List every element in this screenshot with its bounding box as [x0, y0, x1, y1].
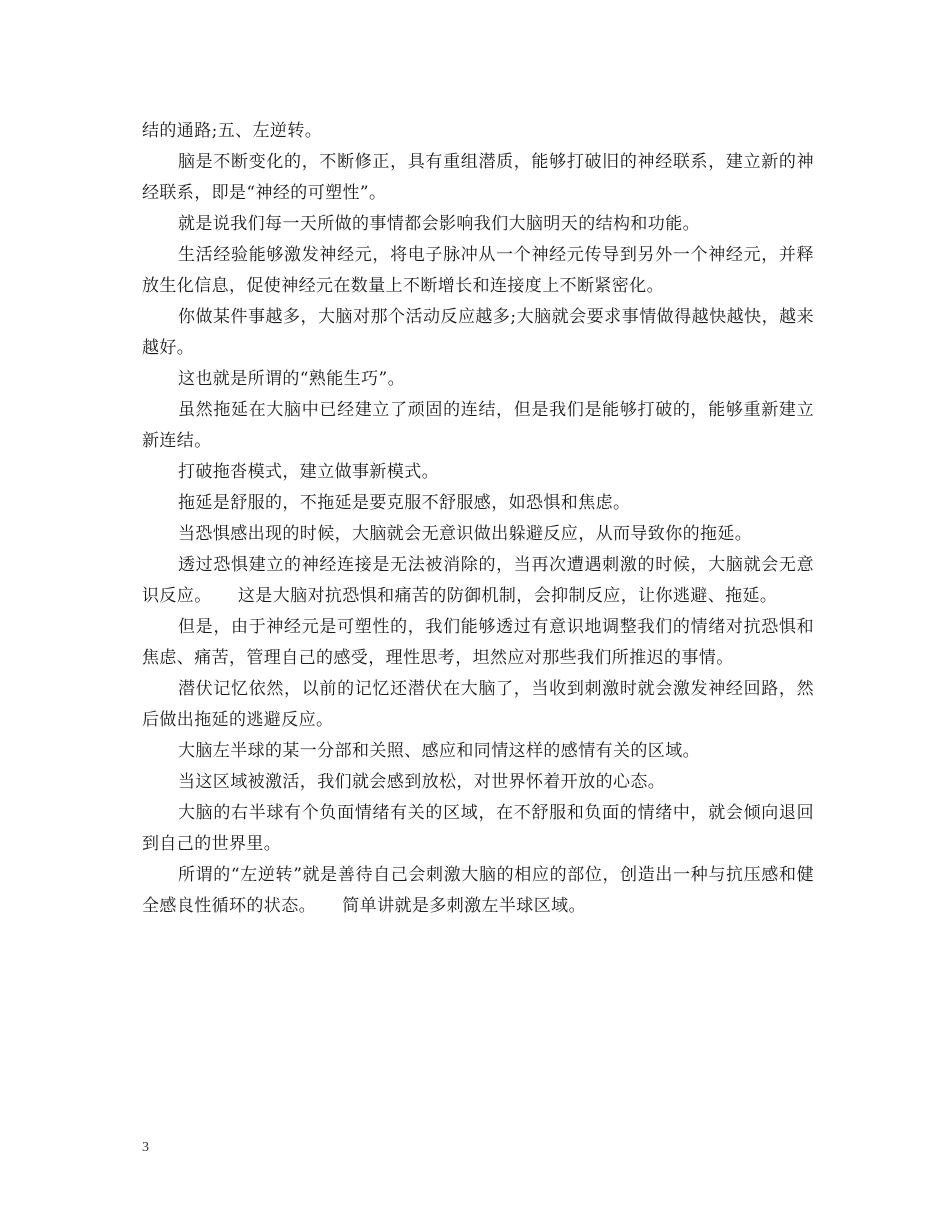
paragraph-3: 生活经验能够激发神经元，将电子脉冲从一个神经元传导到另外一个神经元，并释放生化信息，促使神经元在数量上不断增长和连接度上不断紧密化。 — [142, 245, 814, 296]
page-number: 3 — [142, 1140, 149, 1155]
paragraph-11: 但是，由于神经元是可塑性的，我们能够透过有意识地调整我们的情绪对抗恐惧和焦虑、痛苦，管理自己的感受，理性思考，坦然应对那些我们所推迟的事情。 — [142, 617, 814, 668]
paragraph-16: 所谓的“左逆转”就是善待自己会刺激大脑的相应的部位，创造出一种与抗压感和健全感良性循环的状态。 简单讲就是多刺激左半球区域。 — [142, 865, 814, 916]
paragraph-8: 拖延是舒服的，不拖延是要克服不舒服感，如恐惧和焦虑。 — [178, 493, 631, 513]
paragraph-14: 当这区域被激活，我们就会感到放松，对世界怀着开放的心态。 — [178, 772, 666, 792]
paragraph-9: 当恐惧感出现的时候，大脑就会无意识做出躲避反应，从而导致你的拖延。 — [178, 524, 753, 544]
paragraph-4: 你做某件事越多，大脑对那个活动反应越多;大脑就会要求事情做得越快越快，越来越好。 — [142, 307, 814, 358]
paragraph-15: 大脑的右半球有个负面情绪有关的区域，在不舒服和负面的情绪中，就会倾向退回到自己的世界里。 — [142, 803, 814, 854]
paragraph-13: 大脑左半球的某一分部和关照、感应和同情这样的感情有关的区域。 — [178, 741, 700, 761]
paragraph-0: 结的通路;五、左逆转。 — [142, 121, 323, 141]
paragraph-6: 虽然拖延在大脑中已经建立了顽固的连结，但是我们是能够打破的，能够重新建立新连结。 — [142, 400, 814, 451]
paragraph-12: 潜伏记忆依然，以前的记忆还潜伏在大脑了，当收到刺激时就会激发神经回路，然后做出拖延的逃避反应。 — [142, 679, 814, 730]
paragraph-7: 打破拖沓模式，建立做事新模式。 — [178, 462, 439, 482]
paragraph-1: 脑是不断变化的，不断修正，具有重组潜质，能够打破旧的神经联系，建立新的神经联系，即是“神经的可塑性”。 — [142, 152, 814, 203]
paragraph-10: 透过恐惧建立的神经连接是无法被消除的，当再次遭遇刺激的时候，大脑就会无意识反应。 这是大脑对抗恐惧和痛苦的防御机制，会抑制反应，让你逃避、拖延。 — [142, 555, 814, 606]
paragraph-5: 这也就是所谓的“熟能生巧”。 — [178, 369, 405, 389]
document-body — [142, 116, 814, 922]
paragraph-2: 就是说我们每一天所做的事情都会影响我们大脑明天的结构和功能。 — [178, 214, 700, 234]
